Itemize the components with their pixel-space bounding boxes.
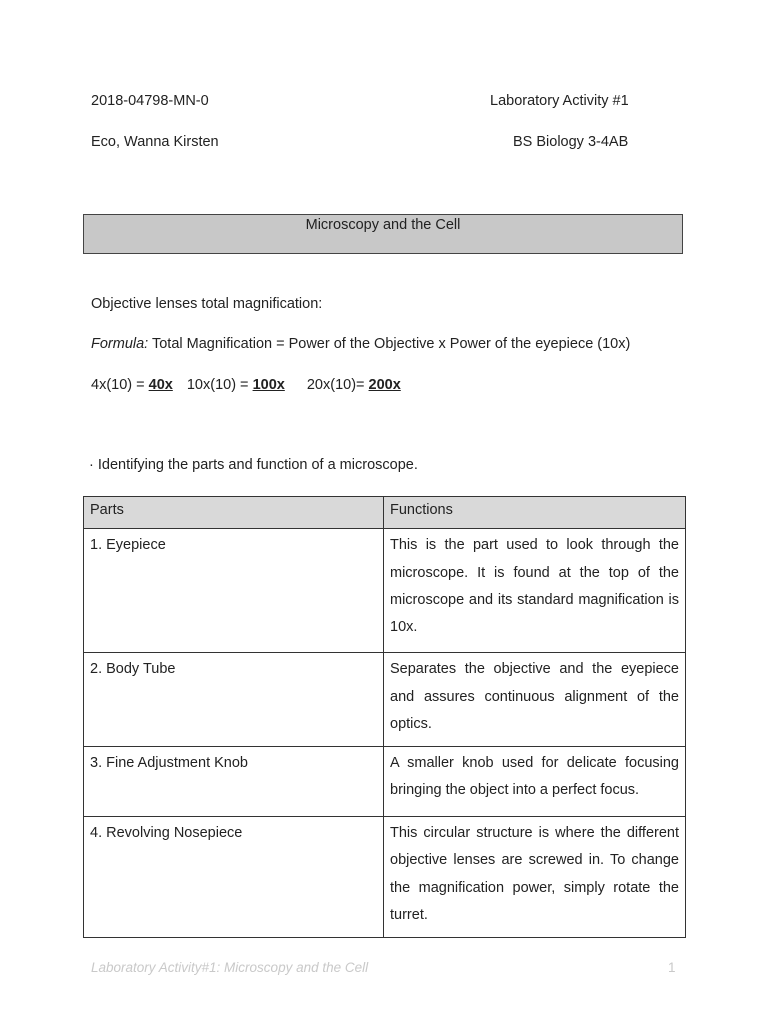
page-footer: Laboratory Activity#1: Microscopy and the Cell xyxy=(91,960,369,975)
part-function: This circular structure is where the different objective lenses are screwed in. To change the magnification power, simply rotate the turret. xyxy=(384,817,686,938)
student-id: 2018-04798-MN-0 xyxy=(91,93,209,109)
mag-result-100x: 100x xyxy=(252,377,285,393)
part-name: 1. Eyepiece xyxy=(84,529,384,653)
part-function: Separates the objective and the eyepiece and assures continuous alignment of the optics. xyxy=(384,653,686,747)
header-parts: Parts xyxy=(84,497,384,529)
part-function: This is the part used to look through the microscope. It is found at the top of the microscope and its standard magnification is 10x. xyxy=(384,529,686,653)
formula-label: Formula: xyxy=(91,336,149,352)
formula-text: Total Magnification = Power of the Objective x Power of the eyepiece (10x) xyxy=(148,336,631,352)
part-name: 4. Revolving Nosepiece xyxy=(84,817,384,938)
table-row xyxy=(84,529,686,653)
mag-expr-4x: 4x(10) = xyxy=(91,377,149,393)
mag-expr-10x: 10x(10) = xyxy=(186,377,253,393)
table-row xyxy=(84,653,686,747)
mag-result-200x: 200x xyxy=(368,377,401,393)
course-label: BS Biology 3-4AB xyxy=(513,134,629,150)
magnification-results xyxy=(91,377,401,393)
table-row xyxy=(84,817,686,938)
page-number: 1 xyxy=(668,960,676,975)
header-functions: Functions xyxy=(384,497,686,529)
parts-table xyxy=(83,496,686,938)
activity-label: Laboratory Activity #1 xyxy=(490,93,629,109)
part-name: 2. Body Tube xyxy=(84,653,384,747)
mag-result-40x: 40x xyxy=(148,377,173,393)
student-name: Eco, Wanna Kirsten xyxy=(91,134,219,150)
table-row xyxy=(84,747,686,817)
part-function: A smaller knob used for delicate focusing bringing the object into a perfect focus. xyxy=(384,747,686,817)
mag-expr-20x: 20x(10)= xyxy=(306,377,369,393)
magnification-heading: Objective lenses total magnification: xyxy=(91,296,323,312)
formula-line xyxy=(91,336,630,352)
parts-intro: · Identifying the parts and function of a microscope. xyxy=(89,457,418,473)
table-header-row xyxy=(84,497,686,529)
document-title: Microscopy and the Cell xyxy=(83,214,683,254)
part-name: 3. Fine Adjustment Knob xyxy=(84,747,384,817)
